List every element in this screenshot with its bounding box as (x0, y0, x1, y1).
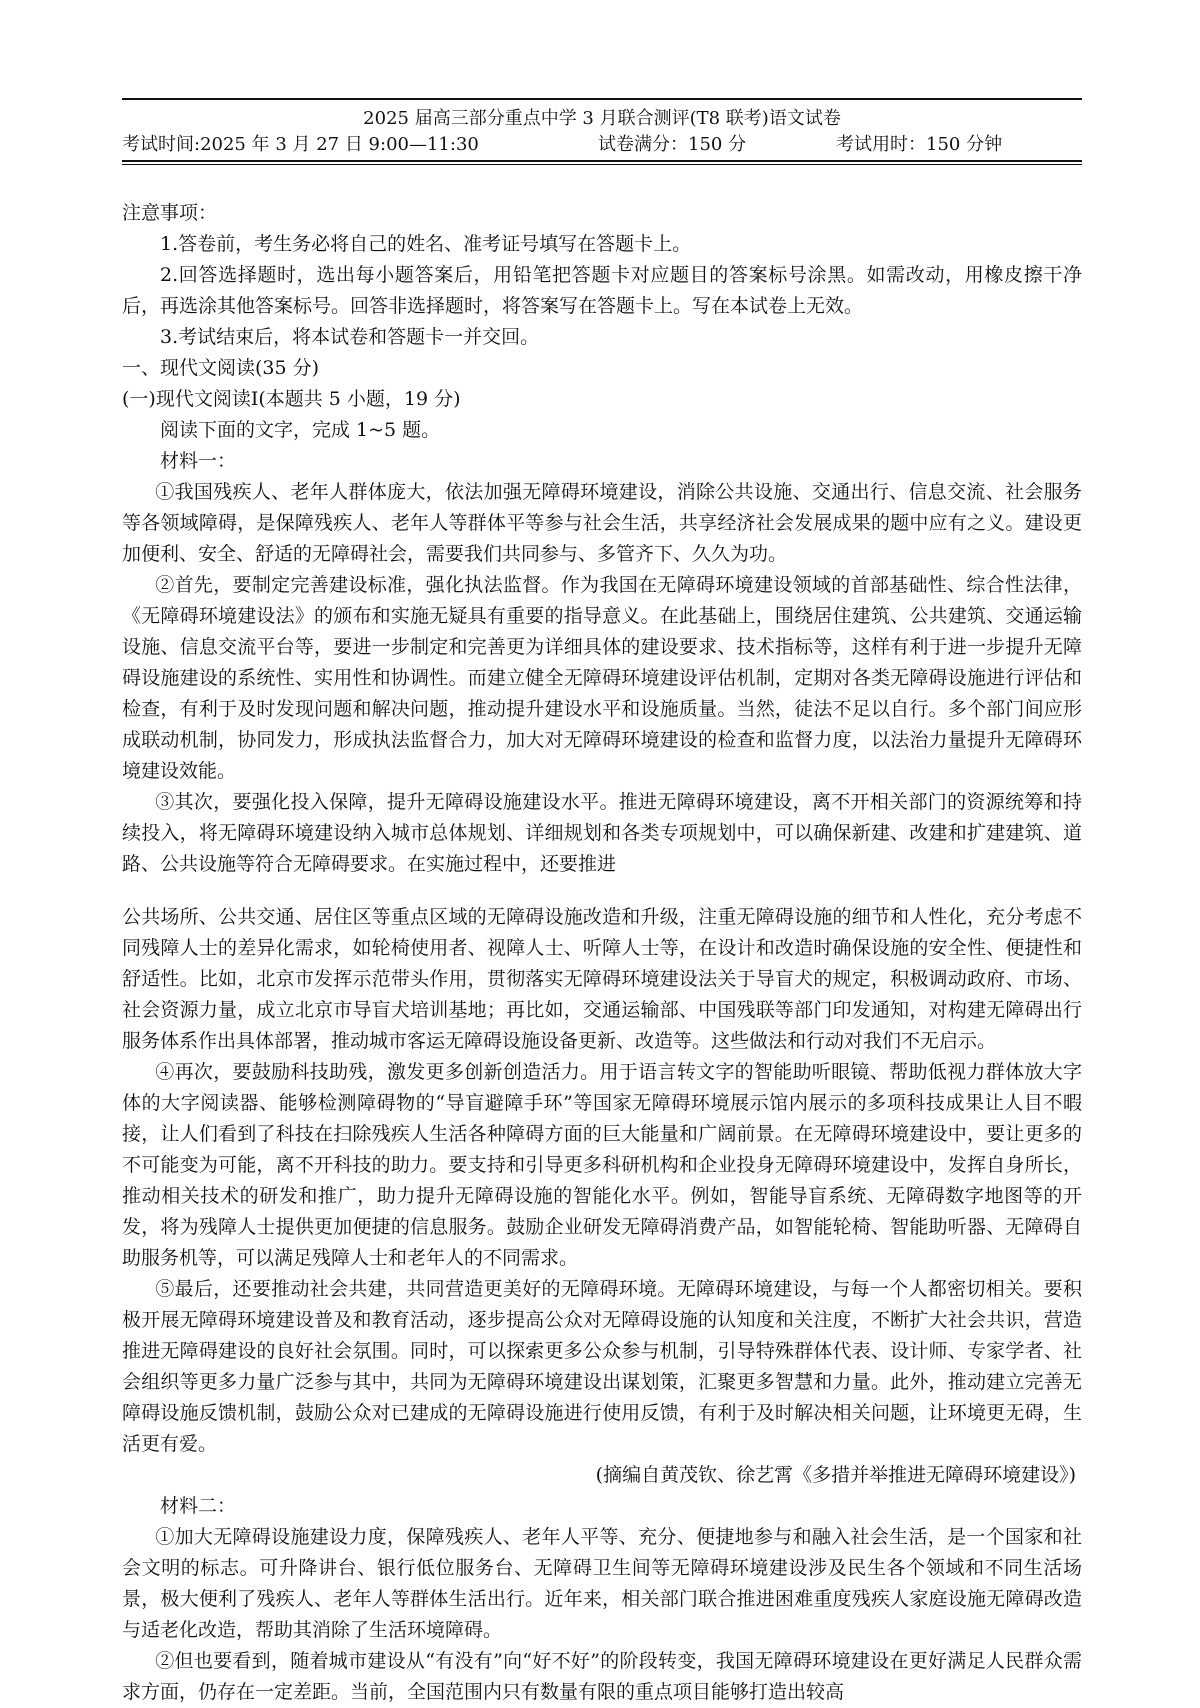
material1-paragraph-3a: ③其次，要强化投入保障，提升无障碍设施建设水平。推进无障碍环境建设，离不开相关部门的资源统筹和持续投入，将无障碍环境建设纳入城市总体规划、详细规划和各类专项规划中，可以确保新建、改建和扩建建筑、道路、公共设施等符合无障碍要求。在实施过程中，还要推进 (122, 791, 1082, 875)
material1-paragraph-5: ⑤最后，还要推动社会共建，共同营造更美好的无障碍环境。无障碍环境建设，与每一个人都密切相关。要积极开展无障碍环境建设普及和教育活动，逐步提高公众对无障碍设施的认知度和关注度，不断扩大社会共识，营造推进无障碍建设的良好社会氛围。同时，可以探索更多公众参与机制，引导特殊群体代表、设计师、专家学者、社会组织等更多力量广泛参与其中，共同为无障碍环境建设出谋划策，汇聚更多智慧和力量。此外，推动建立完善无障碍设施反馈机制，鼓励公众对已建成的无障碍设施进行使用反馈，有利于及时解决相关问题，让环境更无碍，生活更有爱。 (122, 1278, 1082, 1455)
exam-title: 2025 届高三部分重点中学 3 月联合测评(T8 联考)语文试卷 (363, 108, 841, 129)
material1-label: 材料一： (160, 450, 237, 472)
exam-time: 考试时间:2025 年 3 月 27 日 9:00—11:30 (122, 134, 479, 155)
note-item-1: 1.答卷前，考生务必将自己的姓名、准考证号填写在答题卡上。 (160, 233, 692, 255)
note-item-2: 2.回答选择题时，选出每小题答案后，用铅笔把答题卡对应题目的答案标号涂黑。如需改动，用橡皮擦干净后，再选涂其他答案标号。回答非选择题时，将答案写在答题卡上。写在本试卷上无效。 (122, 264, 1082, 317)
note-item-3: 3.考试结束后，将本试卷和答题卡一并交回。 (160, 326, 540, 348)
exam-info-row (122, 132, 1082, 158)
exam-duration: 考试用时：150 分钟 (836, 134, 1003, 155)
notes-heading: 注意事项： (122, 202, 218, 224)
material1-paragraph-2: ②首先，要制定完善建设标准，强化执法监督。作为我国在无障碍环境建设领域的首部基础性、综合性法律，《无障碍环境建设法》的颁布和实施无疑具有重要的指导意义。在此基础上，围绕居住建筑、公共建筑、交通运输设施、信息交流平台等，要进一步制定和完善更为详细具体的建设要求、技术指标等，这样有利于进一步提升无障碍设施建设的系统性、实用性和协调性。而建立健全无障碍环境建设评估机制，定期对各类无障碍设施进行评估和检查，有利于及时发现问题和解决问题，推动提升建设水平和设施质量。当然，徒法不足以自行。多个部门间应形成联动机制，协同发力，形成执法监督合力，加大对无障碍环境建设的检查和监督力度，以法治力量提升无障碍环境建设效能。 (122, 574, 1082, 782)
material1-source: (摘编自黄茂钦、徐艺霄《多措并举推进无障碍环境建设》) (595, 1464, 1076, 1486)
section-sub-heading: (一)现代文阅读Ⅰ(本题共 5 小题，19 分) (122, 388, 461, 410)
full-score: 试卷满分：150 分 (598, 134, 747, 155)
material2-label: 材料二： (160, 1495, 237, 1517)
material1-paragraph-1: ①我国残疾人、老年人群体庞大，依法加强无障碍环境建设，消除公共设施、交通出行、信息交流、社会服务等各领域障碍，是保障残疾人、老年人等群体平等参与社会生活，共享经济社会发展成果的题中应有之义。建设更加便利、安全、舒适的无障碍社会，需要我们共同参与、多管齐下、久久为功。 (122, 481, 1082, 565)
exam-header (122, 98, 1082, 165)
reading-instruction: 阅读下面的文字，完成 1~5 题。 (160, 419, 441, 441)
exam-body (122, 198, 1082, 1708)
section-heading: 一、现代文阅读(35 分) (122, 357, 320, 379)
material1-paragraph-4: ④再次，要鼓励科技助残，激发更多创新创造活力。用于语言转文字的智能助听眼镜、帮助低视力群体放大字体的大字阅读器、能够检测障碍物的“导盲避障手环”等国家无障碍环境展示馆内展示的多项科技成果让人目不暇接，让人们看到了科技在扫除残疾人生活各种障碍方面的巨大能量和广阔前景。在无障碍环境建设中，要让更多的不可能变为可能，离不开科技的助力。要支持和引导更多科研机构和企业投身无障碍环境建设中，发挥自身所长，推动相关技术的研发和推广，助力提升无障碍设施的智能化水平。例如，智能导盲系统、无障碍数字地图等的开发，将为残障人士提供更加便捷的信息服务。鼓励企业研发无障碍消费产品，如智能轮椅、智能助听器、无障碍自助服务机等，可以满足残障人士和老年人的不同需求。 (122, 1061, 1082, 1269)
material1-paragraph-3b: 公共场所、公共交通、居住区等重点区域的无障碍设施改造和升级，注重无障碍设施的细节和人性化，充分考虑不同残障人士的差异化需求，如轮椅使用者、视障人士、听障人士等，在设计和改造时确保设施的安全性、便捷性和舒适性。比如，北京市发挥示范带头作用，贯彻落实无障碍环境建设法关于导盲犬的规定，积极调动政府、市场、社会资源力量，成立北京市导盲犬培训基地；再比如，交通运输部、中国残联等部门印发通知，对构建无障碍出行服务体系作出具体部署，推动城市客运无障碍设施设备更新、改造等。这些做法和行动对我们不无启示。 (122, 906, 1082, 1052)
header-top-rule (122, 98, 1082, 100)
header-bottom-rule (122, 160, 1082, 165)
material2-paragraph-2: ②但也要看到，随着城市建设从“有没有”向“好不好”的阶段转变，我国无障碍环境建设在更好满足人民群众需求方面，仍存在一定差距。当前，全国范围内只有数量有限的重点项目能够打造出较高 (122, 1650, 1082, 1703)
page-break-gap (122, 880, 1082, 902)
material2-paragraph-1: ①加大无障碍设施建设力度，保障残疾人、老年人平等、充分、便捷地参与和融入社会生活，是一个国家和社会文明的标志。可升降讲台、银行低位服务台、无障碍卫生间等无障碍环境建设涉及民生各个领域和不同生活场景，极大便利了残疾人、老年人等群体生活出行。近年来，相关部门联合推进困难重度残疾人家庭设施无障碍改造与适老化改造，帮助其消除了生活环境障碍。 (122, 1526, 1082, 1641)
